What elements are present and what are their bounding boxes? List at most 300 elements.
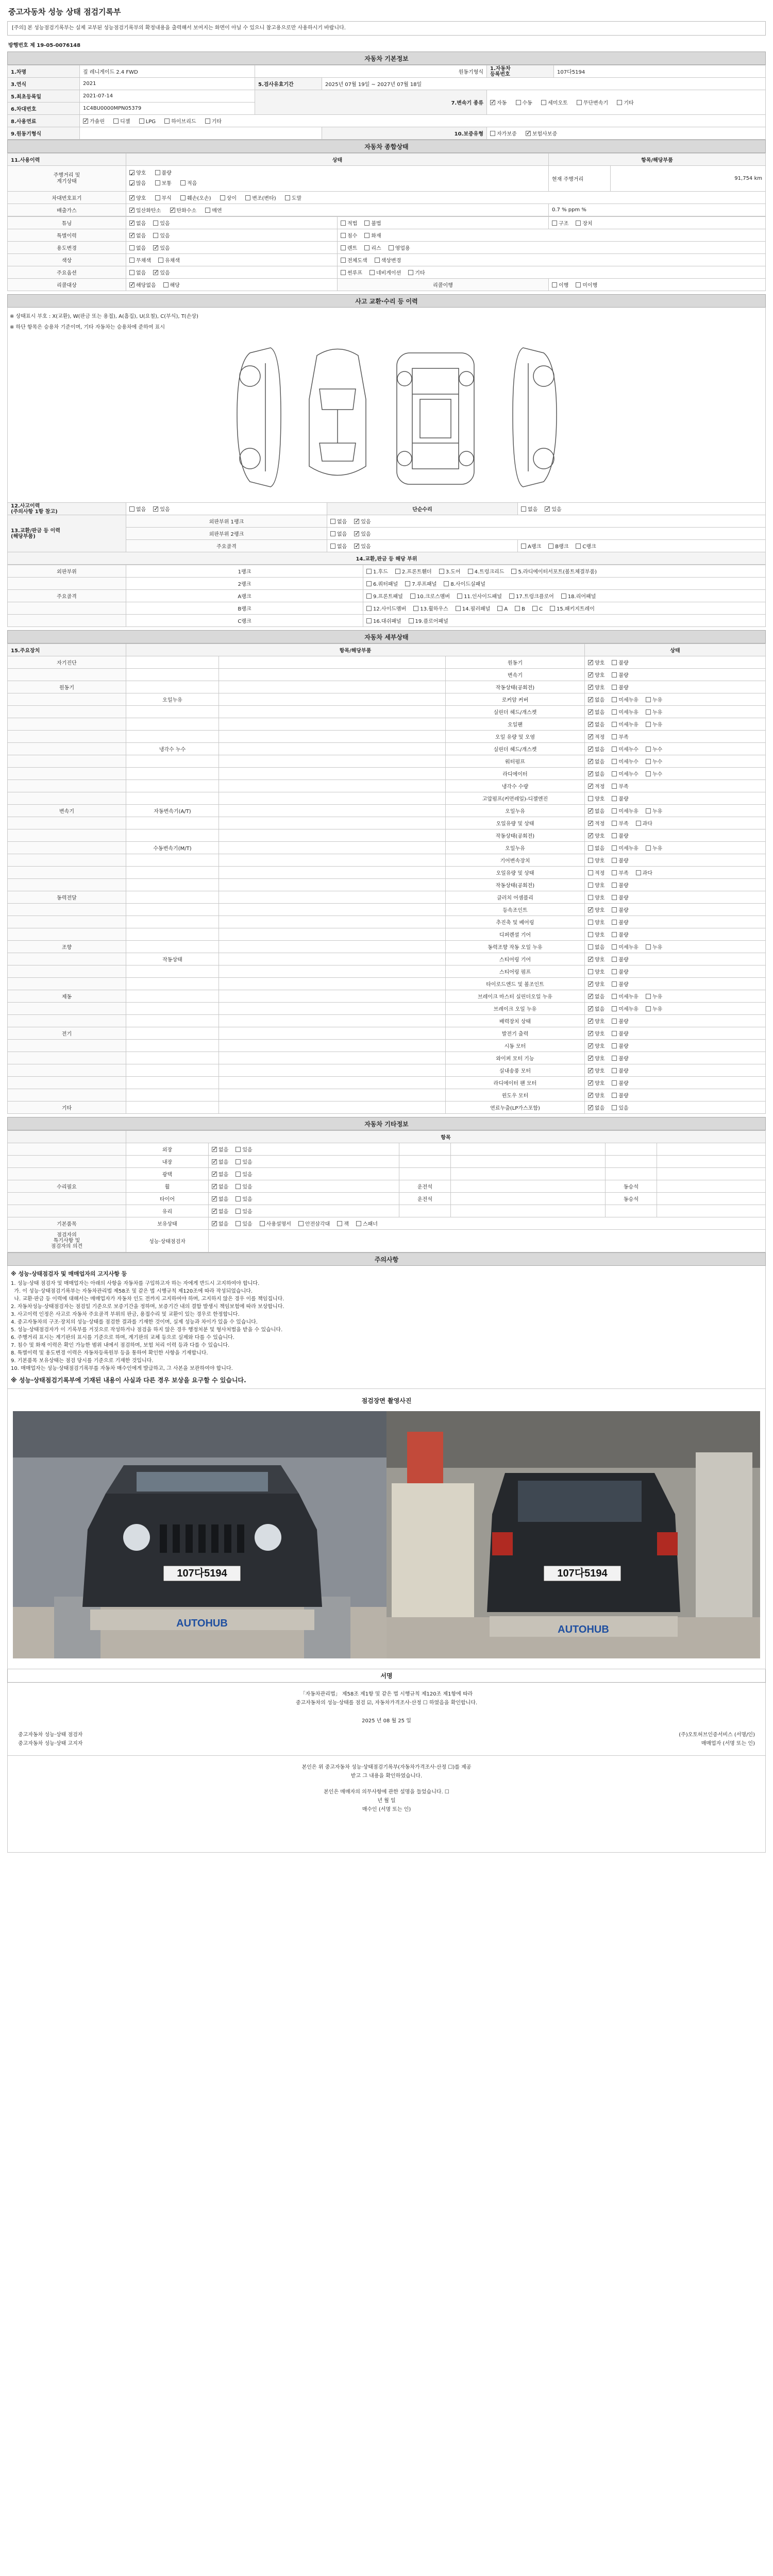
detail-item [219, 978, 446, 990]
caution-line: 1. 성능·상태 점검자 및 매매업자는 아래의 사항을 자동차를 구입하고자 하는 자에게 반드시 고지하여야 합니다. [11, 1281, 260, 1286]
checkbox[interactable] [153, 506, 158, 512]
checkbox[interactable] [158, 258, 163, 263]
checkbox[interactable] [354, 519, 359, 524]
checkbox[interactable] [408, 270, 413, 275]
checkbox[interactable] [612, 994, 617, 999]
detail-status [585, 792, 766, 805]
checkbox[interactable] [444, 581, 449, 586]
column-header: 상태 [126, 154, 549, 166]
detail-part: 디퍼렌셜 기어 [446, 928, 585, 941]
basic-value: 2025년 07월 19일 ~ 2027년 07월 18일 [322, 78, 766, 90]
doc-title: 중고자동차 성능 상태 점검기록부 [8, 7, 121, 16]
other-extra [606, 1205, 657, 1217]
checkbox[interactable] [552, 282, 557, 287]
checkbox[interactable] [646, 808, 651, 814]
option-label: 양호 [136, 196, 146, 201]
checkbox[interactable] [410, 594, 415, 599]
checkbox[interactable] [588, 660, 593, 665]
option-label: 과다 [642, 821, 652, 827]
checkbox[interactable] [612, 1043, 617, 1048]
checkbox[interactable] [646, 845, 651, 851]
checkbox[interactable] [576, 544, 581, 549]
checkbox[interactable] [236, 1147, 241, 1152]
checkbox[interactable] [612, 845, 617, 851]
checkbox[interactable] [330, 544, 335, 549]
option-label: 양호 [595, 895, 605, 901]
checkbox[interactable] [612, 709, 617, 715]
checkbox[interactable] [612, 1019, 617, 1024]
checkbox[interactable] [341, 233, 346, 238]
checkbox[interactable] [550, 606, 555, 611]
checkbox[interactable] [369, 270, 375, 275]
checkbox[interactable] [588, 796, 593, 801]
checkbox[interactable] [170, 208, 175, 213]
checkbox[interactable] [260, 1221, 265, 1226]
option-label: 영업용 [395, 246, 410, 251]
checkbox[interactable] [212, 1147, 217, 1152]
option-label: 4.트렁크리드 [474, 569, 505, 575]
checkbox[interactable] [588, 759, 593, 764]
checkbox[interactable] [364, 233, 369, 238]
checkbox[interactable] [588, 944, 593, 950]
checkbox[interactable] [646, 771, 651, 776]
detail-row [8, 953, 766, 965]
checkbox[interactable] [521, 544, 526, 549]
checkbox[interactable] [588, 1056, 593, 1061]
checkbox[interactable] [612, 920, 617, 925]
checkbox[interactable] [129, 270, 135, 275]
checkbox[interactable] [646, 944, 651, 950]
checkbox[interactable] [153, 270, 158, 275]
detail-subgroup [126, 829, 219, 842]
checkbox[interactable] [236, 1221, 241, 1226]
checkbox[interactable] [285, 195, 290, 200]
checkbox[interactable] [236, 1196, 241, 1201]
checkbox[interactable] [468, 569, 473, 574]
checkbox[interactable] [588, 1080, 593, 1086]
checkbox[interactable] [612, 1093, 617, 1098]
checkbox[interactable] [541, 100, 546, 105]
detail-status [585, 755, 766, 768]
checkbox[interactable] [588, 1093, 593, 1098]
checkbox[interactable] [612, 907, 617, 912]
checkbox[interactable] [588, 870, 593, 875]
checkbox[interactable] [366, 581, 372, 586]
checkbox[interactable] [337, 1221, 342, 1226]
checkbox[interactable] [129, 170, 135, 175]
checkbox[interactable] [612, 944, 617, 950]
other-row [8, 1205, 766, 1217]
checkbox[interactable] [588, 994, 593, 999]
checkbox[interactable] [83, 118, 88, 124]
other-extra [399, 1205, 451, 1217]
checkbox[interactable] [236, 1172, 241, 1177]
checkbox[interactable] [588, 981, 593, 987]
checkbox[interactable] [576, 221, 581, 226]
checkbox[interactable] [646, 994, 651, 999]
checkbox[interactable] [612, 821, 617, 826]
detail-row [8, 1040, 766, 1052]
detail-row [8, 1089, 766, 1101]
checkbox[interactable] [526, 131, 531, 136]
detail-subgroup: 자동변속기(A/T) [126, 805, 219, 817]
caution-line: 10. 매매업자는 성능·상태점검기록부를 자동차 매수인에게 발급하고, 그 사본을 보관하여야 합니다. [11, 1366, 233, 1371]
checkbox[interactable] [129, 208, 135, 213]
checkbox[interactable] [612, 734, 617, 739]
option-label: 양호 [595, 982, 605, 988]
checkbox[interactable] [646, 1006, 651, 1011]
other-extra [606, 1156, 657, 1168]
other-row [8, 1168, 766, 1180]
detail-row [8, 669, 766, 681]
checkbox[interactable] [588, 833, 593, 838]
checkbox[interactable] [456, 606, 461, 611]
checkbox[interactable] [612, 1056, 617, 1061]
option-label: 8.사이드실패널 [450, 582, 485, 587]
detail-part: 라디에이터 팬 모터 [446, 1077, 585, 1089]
detail-group [8, 669, 126, 681]
checkbox[interactable] [497, 606, 502, 611]
checkbox[interactable] [129, 506, 135, 512]
checkbox[interactable] [129, 258, 135, 263]
other-row [8, 1156, 766, 1168]
checkbox[interactable] [548, 544, 553, 549]
checkbox[interactable] [212, 1221, 217, 1226]
checkbox[interactable] [511, 569, 516, 574]
checkbox[interactable] [205, 118, 210, 124]
inspector-opinion-value [209, 1230, 766, 1252]
checkbox[interactable] [612, 771, 617, 776]
checkbox[interactable] [245, 195, 250, 200]
checkbox[interactable] [588, 1068, 593, 1073]
checkbox[interactable] [405, 581, 410, 586]
checkbox[interactable] [341, 270, 346, 275]
checkbox[interactable] [341, 258, 346, 263]
checkbox[interactable] [588, 969, 593, 974]
checkbox[interactable] [588, 1031, 593, 1036]
checkbox[interactable] [375, 258, 380, 263]
checkbox[interactable] [298, 1221, 304, 1226]
checkbox[interactable] [612, 660, 617, 665]
car-diagram-svg [8, 332, 765, 502]
checkbox[interactable] [212, 1196, 217, 1201]
option-label: 적정 [595, 871, 605, 876]
detail-item [219, 891, 446, 904]
option-label: 있음 [160, 233, 170, 239]
checkbox[interactable] [612, 883, 617, 888]
cell [8, 1205, 126, 1217]
option-label: 미세누유 [618, 945, 638, 951]
option-label: 미세누수 [618, 772, 638, 777]
checkbox[interactable] [588, 907, 593, 912]
checkbox[interactable] [366, 594, 372, 599]
detail-group: 원동기 [8, 681, 126, 693]
checkbox[interactable] [612, 833, 617, 838]
checkbox[interactable] [330, 531, 335, 536]
checkbox[interactable] [612, 1006, 617, 1011]
checkbox[interactable] [588, 808, 593, 814]
option-label: 자동 [497, 100, 507, 106]
checkbox[interactable] [366, 569, 372, 574]
parts-row [8, 578, 766, 590]
checkbox[interactable] [576, 282, 581, 287]
checkbox[interactable] [612, 796, 617, 801]
detail-item [219, 706, 446, 718]
checkbox[interactable] [129, 221, 135, 226]
checkbox[interactable] [588, 709, 593, 715]
other-item: 유리 [126, 1205, 209, 1217]
checkbox[interactable] [588, 821, 593, 826]
checkbox[interactable] [129, 282, 135, 287]
checkbox[interactable] [612, 981, 617, 987]
option-label: 누유 [652, 994, 663, 1000]
checkbox[interactable] [236, 1209, 241, 1214]
option-label: 전체도색 [347, 258, 367, 264]
option-label: C랭크 [582, 544, 596, 550]
checkbox[interactable] [588, 784, 593, 789]
detail-status [585, 829, 766, 842]
checkbox[interactable] [612, 932, 617, 937]
cell [657, 1205, 766, 1217]
detail-group [8, 780, 126, 792]
option-label: 없음 [595, 710, 605, 716]
checkbox[interactable] [588, 1043, 593, 1048]
checkbox[interactable] [236, 1184, 241, 1189]
checkbox[interactable] [236, 1159, 241, 1164]
option-label: 미세누수 [618, 759, 638, 765]
option-label: 변조(변타) [252, 196, 276, 201]
option-label: B [522, 606, 526, 612]
checkbox[interactable] [341, 245, 346, 250]
checkbox[interactable] [588, 858, 593, 863]
checkbox[interactable] [409, 618, 414, 623]
detail-subgroup [126, 656, 219, 669]
checkbox[interactable] [588, 957, 593, 962]
parts-rank: 2랭크 [126, 578, 363, 590]
checkbox[interactable] [561, 594, 566, 599]
checkbox[interactable] [155, 170, 160, 175]
checkbox[interactable] [636, 821, 641, 826]
photo-front [13, 1411, 386, 1658]
checkbox[interactable] [180, 180, 186, 185]
detail-item [219, 718, 446, 731]
checkbox[interactable] [646, 709, 651, 715]
checkbox[interactable] [588, 920, 593, 925]
checkbox[interactable] [612, 1080, 617, 1086]
checkbox[interactable] [612, 858, 617, 863]
detail-row [8, 916, 766, 928]
checkbox[interactable] [509, 594, 514, 599]
checkbox[interactable] [364, 245, 369, 250]
cell [657, 1168, 766, 1180]
detail-row [8, 941, 766, 953]
cell [8, 1143, 126, 1156]
option-label: 양호 [595, 660, 605, 666]
checkbox[interactable] [588, 734, 593, 739]
checkbox[interactable] [113, 118, 119, 124]
detail-row [8, 805, 766, 817]
checkbox[interactable] [612, 1031, 617, 1036]
checkbox[interactable] [588, 1006, 593, 1011]
checkbox[interactable] [490, 100, 495, 105]
checkbox[interactable] [413, 606, 418, 611]
option-label: A [504, 606, 508, 612]
checkbox[interactable] [354, 531, 359, 536]
checkbox[interactable] [356, 1221, 361, 1226]
basic-label: 1.차명 [8, 65, 80, 78]
checkbox[interactable] [521, 506, 526, 512]
checkbox[interactable] [364, 221, 369, 226]
detail-subgroup [126, 879, 219, 891]
checkbox[interactable] [212, 1184, 217, 1189]
fuel-options [80, 115, 766, 127]
other-item: 광택 [126, 1168, 209, 1180]
section-general-status: 자동차 종합상태 [7, 140, 766, 153]
checkbox[interactable] [612, 808, 617, 814]
detail-group [8, 1077, 126, 1089]
checkbox[interactable] [389, 245, 394, 250]
option-label: 부식 [161, 196, 172, 201]
other-status [209, 1180, 399, 1193]
checkbox[interactable] [164, 118, 170, 124]
checkbox[interactable] [612, 747, 617, 752]
detail-part: 라디에이터 [446, 768, 585, 780]
checkbox[interactable] [612, 895, 617, 900]
checkbox[interactable] [545, 506, 550, 512]
checkbox[interactable] [612, 1068, 617, 1073]
checkbox[interactable] [516, 100, 521, 105]
checkbox[interactable] [341, 221, 346, 226]
status-legend-note: ※ 하단 항목은 승용차 기준이며, 기타 자동차는 승용차에 준하여 표시 [10, 325, 165, 330]
basic-label: 6.차대번호 [8, 103, 80, 115]
emission-options [126, 204, 549, 216]
detail-part: 추진축 및 베어링 [446, 916, 585, 928]
simple-repair-label: 단순수리 [327, 503, 518, 515]
checkbox[interactable] [439, 569, 444, 574]
checkbox[interactable] [612, 969, 617, 974]
checkbox[interactable] [588, 883, 593, 888]
checkbox[interactable] [588, 845, 593, 851]
checkbox[interactable] [212, 1159, 217, 1164]
checkbox[interactable] [646, 759, 651, 764]
checkbox[interactable] [153, 233, 158, 238]
checkbox[interactable] [330, 519, 335, 524]
checker-name: (주)오토허브인증서비스 (서명/인) [679, 1732, 755, 1738]
checkbox[interactable] [588, 747, 593, 752]
checkbox[interactable] [588, 771, 593, 776]
checkbox[interactable] [612, 697, 617, 702]
option-label: 없음 [595, 809, 605, 815]
checkbox[interactable] [139, 118, 144, 124]
checkbox[interactable] [588, 1019, 593, 1024]
checkbox[interactable] [577, 100, 582, 105]
detail-subgroup [126, 1089, 219, 1101]
detail-group: 동력전달 [8, 891, 126, 904]
checkbox[interactable] [588, 672, 593, 677]
checkbox[interactable] [612, 784, 617, 789]
checkbox[interactable] [457, 594, 462, 599]
checkbox[interactable] [588, 722, 593, 727]
checkbox[interactable] [646, 697, 651, 702]
checkbox[interactable] [366, 618, 372, 623]
checkbox[interactable] [129, 245, 135, 250]
checkbox[interactable] [646, 747, 651, 752]
checkbox[interactable] [163, 282, 169, 287]
checkbox[interactable] [129, 195, 135, 200]
option-label: 미세누유 [618, 846, 638, 852]
checkbox[interactable] [490, 131, 495, 136]
checkbox[interactable] [212, 1172, 217, 1177]
checkbox[interactable] [588, 685, 593, 690]
checkbox[interactable] [212, 1209, 217, 1214]
checkbox[interactable] [612, 957, 617, 962]
detail-group [8, 867, 126, 879]
basic-label: 원동기형식 [255, 65, 487, 78]
option-label: 불량 [618, 1019, 629, 1025]
checkbox[interactable] [612, 685, 617, 690]
caution-heading: ※ 성능·상태점검자 및 매매업자의 고지사항 등 [11, 1270, 127, 1277]
front-brand: AUTOHUB [176, 1618, 228, 1629]
checkbox[interactable] [153, 221, 158, 226]
checkbox[interactable] [155, 180, 160, 185]
option-label: 불량 [618, 796, 629, 802]
option-label: 누수 [652, 759, 663, 765]
checkbox[interactable] [532, 606, 537, 611]
option-label: 불량 [618, 1081, 629, 1087]
checkbox[interactable] [588, 932, 593, 937]
recall-sub-label: 리콜이행 [338, 279, 549, 291]
checkbox[interactable] [646, 722, 651, 727]
checkbox[interactable] [617, 100, 622, 105]
detail-group [8, 854, 126, 867]
option-label: 불량 [618, 883, 629, 889]
checkbox[interactable] [588, 697, 593, 702]
option-label: 이행 [559, 283, 569, 289]
checkbox[interactable] [395, 569, 400, 574]
parts-items [363, 602, 766, 615]
checkbox[interactable] [153, 245, 158, 250]
detail-subgroup: 수동변속기(M/T) [126, 842, 219, 854]
checkbox[interactable] [612, 759, 617, 764]
checkbox[interactable] [612, 1105, 617, 1110]
checkbox[interactable] [155, 195, 160, 200]
option-label: 있음 [242, 1222, 253, 1227]
checkbox[interactable] [180, 195, 186, 200]
checkbox[interactable] [515, 606, 520, 611]
detail-status [585, 805, 766, 817]
option-label: 있음 [361, 544, 371, 550]
detail-status [585, 693, 766, 706]
checkbox[interactable] [612, 870, 617, 875]
checkbox[interactable] [636, 870, 641, 875]
checkbox[interactable] [354, 544, 359, 549]
checkbox[interactable] [129, 233, 135, 238]
checkbox[interactable] [366, 606, 372, 611]
checkbox[interactable] [129, 180, 135, 185]
option-label: 양호 [595, 970, 605, 975]
detail-subgroup [126, 1040, 219, 1052]
checkbox[interactable] [220, 195, 225, 200]
option-label: 양호 [595, 920, 605, 926]
option-label: 13.휠하우스 [420, 606, 448, 612]
checkbox[interactable] [612, 722, 617, 727]
checkbox[interactable] [612, 672, 617, 677]
inspector-opinion-label: 점검자의 특기사항 및 점검자의 의견 [8, 1230, 126, 1252]
checkbox[interactable] [588, 895, 593, 900]
checkbox[interactable] [552, 221, 557, 226]
checkbox[interactable] [205, 208, 210, 213]
checkbox[interactable] [588, 1105, 593, 1110]
